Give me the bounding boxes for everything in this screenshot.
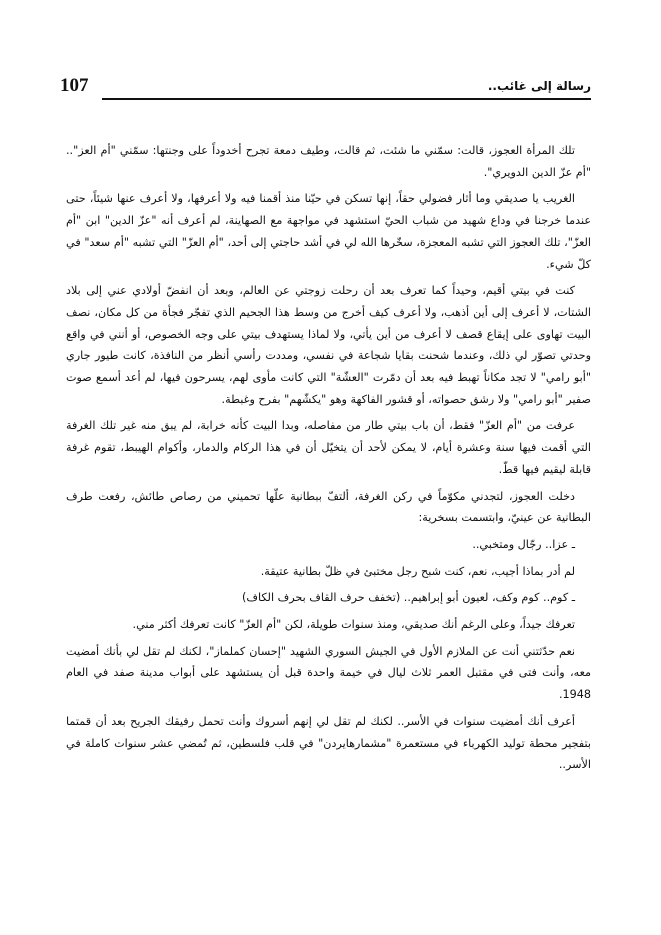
- paragraph: كنت في بيتي أقيم، وحيداً كما تعرف بعد أن رحلت زوجتي عن العالم، وبعد أن انفضّ أولادي عني إلى بلاد الشتات، لا أعرف إلى أين أذهب، ولا أعرف كيف أخرج من وسط هذا الجحيم الذي تفجّر فجأة من كل مكان، نصف البيت تهاوى على إيقاع قصف لا أعرف من أين يأتي، ولا لماذا يستهدف بيتي على وجه الخصوص، أو أنني في واقع وحدتي تصوّر لي ذلك، وعندما شحنت بقايا شجاعة في نفسي، ومددت رأسي أنظر من النافذة، كانت طيور جاري "أبو رامي" لا تجد مكاناً تهبط فيه بعد أن دمّرت "العشّة" التي كانت مأوى لهم، يسرحون فيها، لم أعد أسمع صوت صفير "أبو رامي" ولا رشق حصواته، أو قشور الفاكهة وهو "يكشّهم" بفرح وغبطة.: [66, 284, 591, 406]
- page-number: 107: [60, 75, 89, 96]
- paragraph: أعرف أنك أمضيت سنوات في الأسر.. لكنك لم تقل لي إنهم أسروك وأنت تحمل رفيقك الجريح بعد أن قمتما بتفجير محطة توليد الكهرباء في مستعمرة "مشمارهايردن" في قلب فلسطين، ثم تُمضي عشر سنوات كاملة في الأسر..: [66, 714, 591, 772]
- running-title: رسالة إلى غائب..: [487, 79, 591, 93]
- header-rule: [102, 98, 591, 100]
- paragraph: عرفت من "أم العزّ" فقط، أن باب بيتي طار من مفاصله، وبدا البيت كأنه خرابة، لم يبق منه غير تلك الغرفة التي أقمت فيها سنة وعشرة أيام، لا يمكن لأحد أن يتخيّل أن في هذا الركام والدمار، وأكوام الهيبط، تقوم غرفة قابلة ليقيم فيها قطّ.: [66, 419, 591, 476]
- dialog-line: ـ كوم.. كوم وكف، لعيون أبو إبراهيم.. (تخفف حرف القاف بحرف الكاف): [242, 591, 575, 605]
- dialog-line: ـ عزا.. رجّال ومتخبي..: [472, 537, 575, 551]
- paragraph: تلك المرأة العجوز، قالت: سمّني ما شئت، ثم قالت، وطيف دمعة تجرح أخدوداً على وجنتها: سمّني "أم العز".. "أم عزّ الدين الدويري".: [66, 144, 591, 179]
- page-body: [66, 140, 591, 781]
- page-header: [60, 74, 591, 104]
- paragraph: دخلت العجوز، لتجدني مكوّماً في ركن الغرفة، ألتفّ ببطانية علّها تحميني من رصاص طائش، رفعت طرف البطانية عن عينيّ، وابتسمت بسخرية:: [66, 489, 591, 525]
- paragraph: نعم حدّثتني أنت عن الملازم الأول في الجيش السوري الشهيد "إحسان كملماز"، لكنك لم تقل لي بأنك أمضيت معه، وأنت فتى في مقتبل العمر ثلاث ليال في خيمة واحدة قبل أن يستشهد على أبواب مدينة صفد في العام 1948.: [66, 644, 591, 702]
- dialog-line: لم أدر بماذا أجيب، نعم، كنت شبح رجل مختبئ في ظلّ بطانية عتيقة.: [260, 564, 575, 578]
- paragraph: تعرفك جيداً، وعلى الرغم أنك صديقي، ومنذ سنوات طويلة، لكن "أم العزّ" كانت تعرفك أكثر مني.: [132, 618, 575, 632]
- paragraph: الغريب يا صديقي وما أثار فضولي حقاً، إنها تسكن في حيّنا منذ أقمنا فيه ولا أعرفها، ولا أعرف عنها شيئاً، حتى عندما خرجنا في وداع شهيد من شباب الحيّ استشهد في مواجهة مع الصهاينة، لم أعرف أنه "عزّ الدين" ابن "أم العزّ"، تلك العجوز التي تشبه المعجزة، سخّرها الله لي في أشد حاجتي إلى أحد، "أم العزّ" التي تشبه "أم سعد" في كلّ شيء.: [66, 192, 591, 271]
